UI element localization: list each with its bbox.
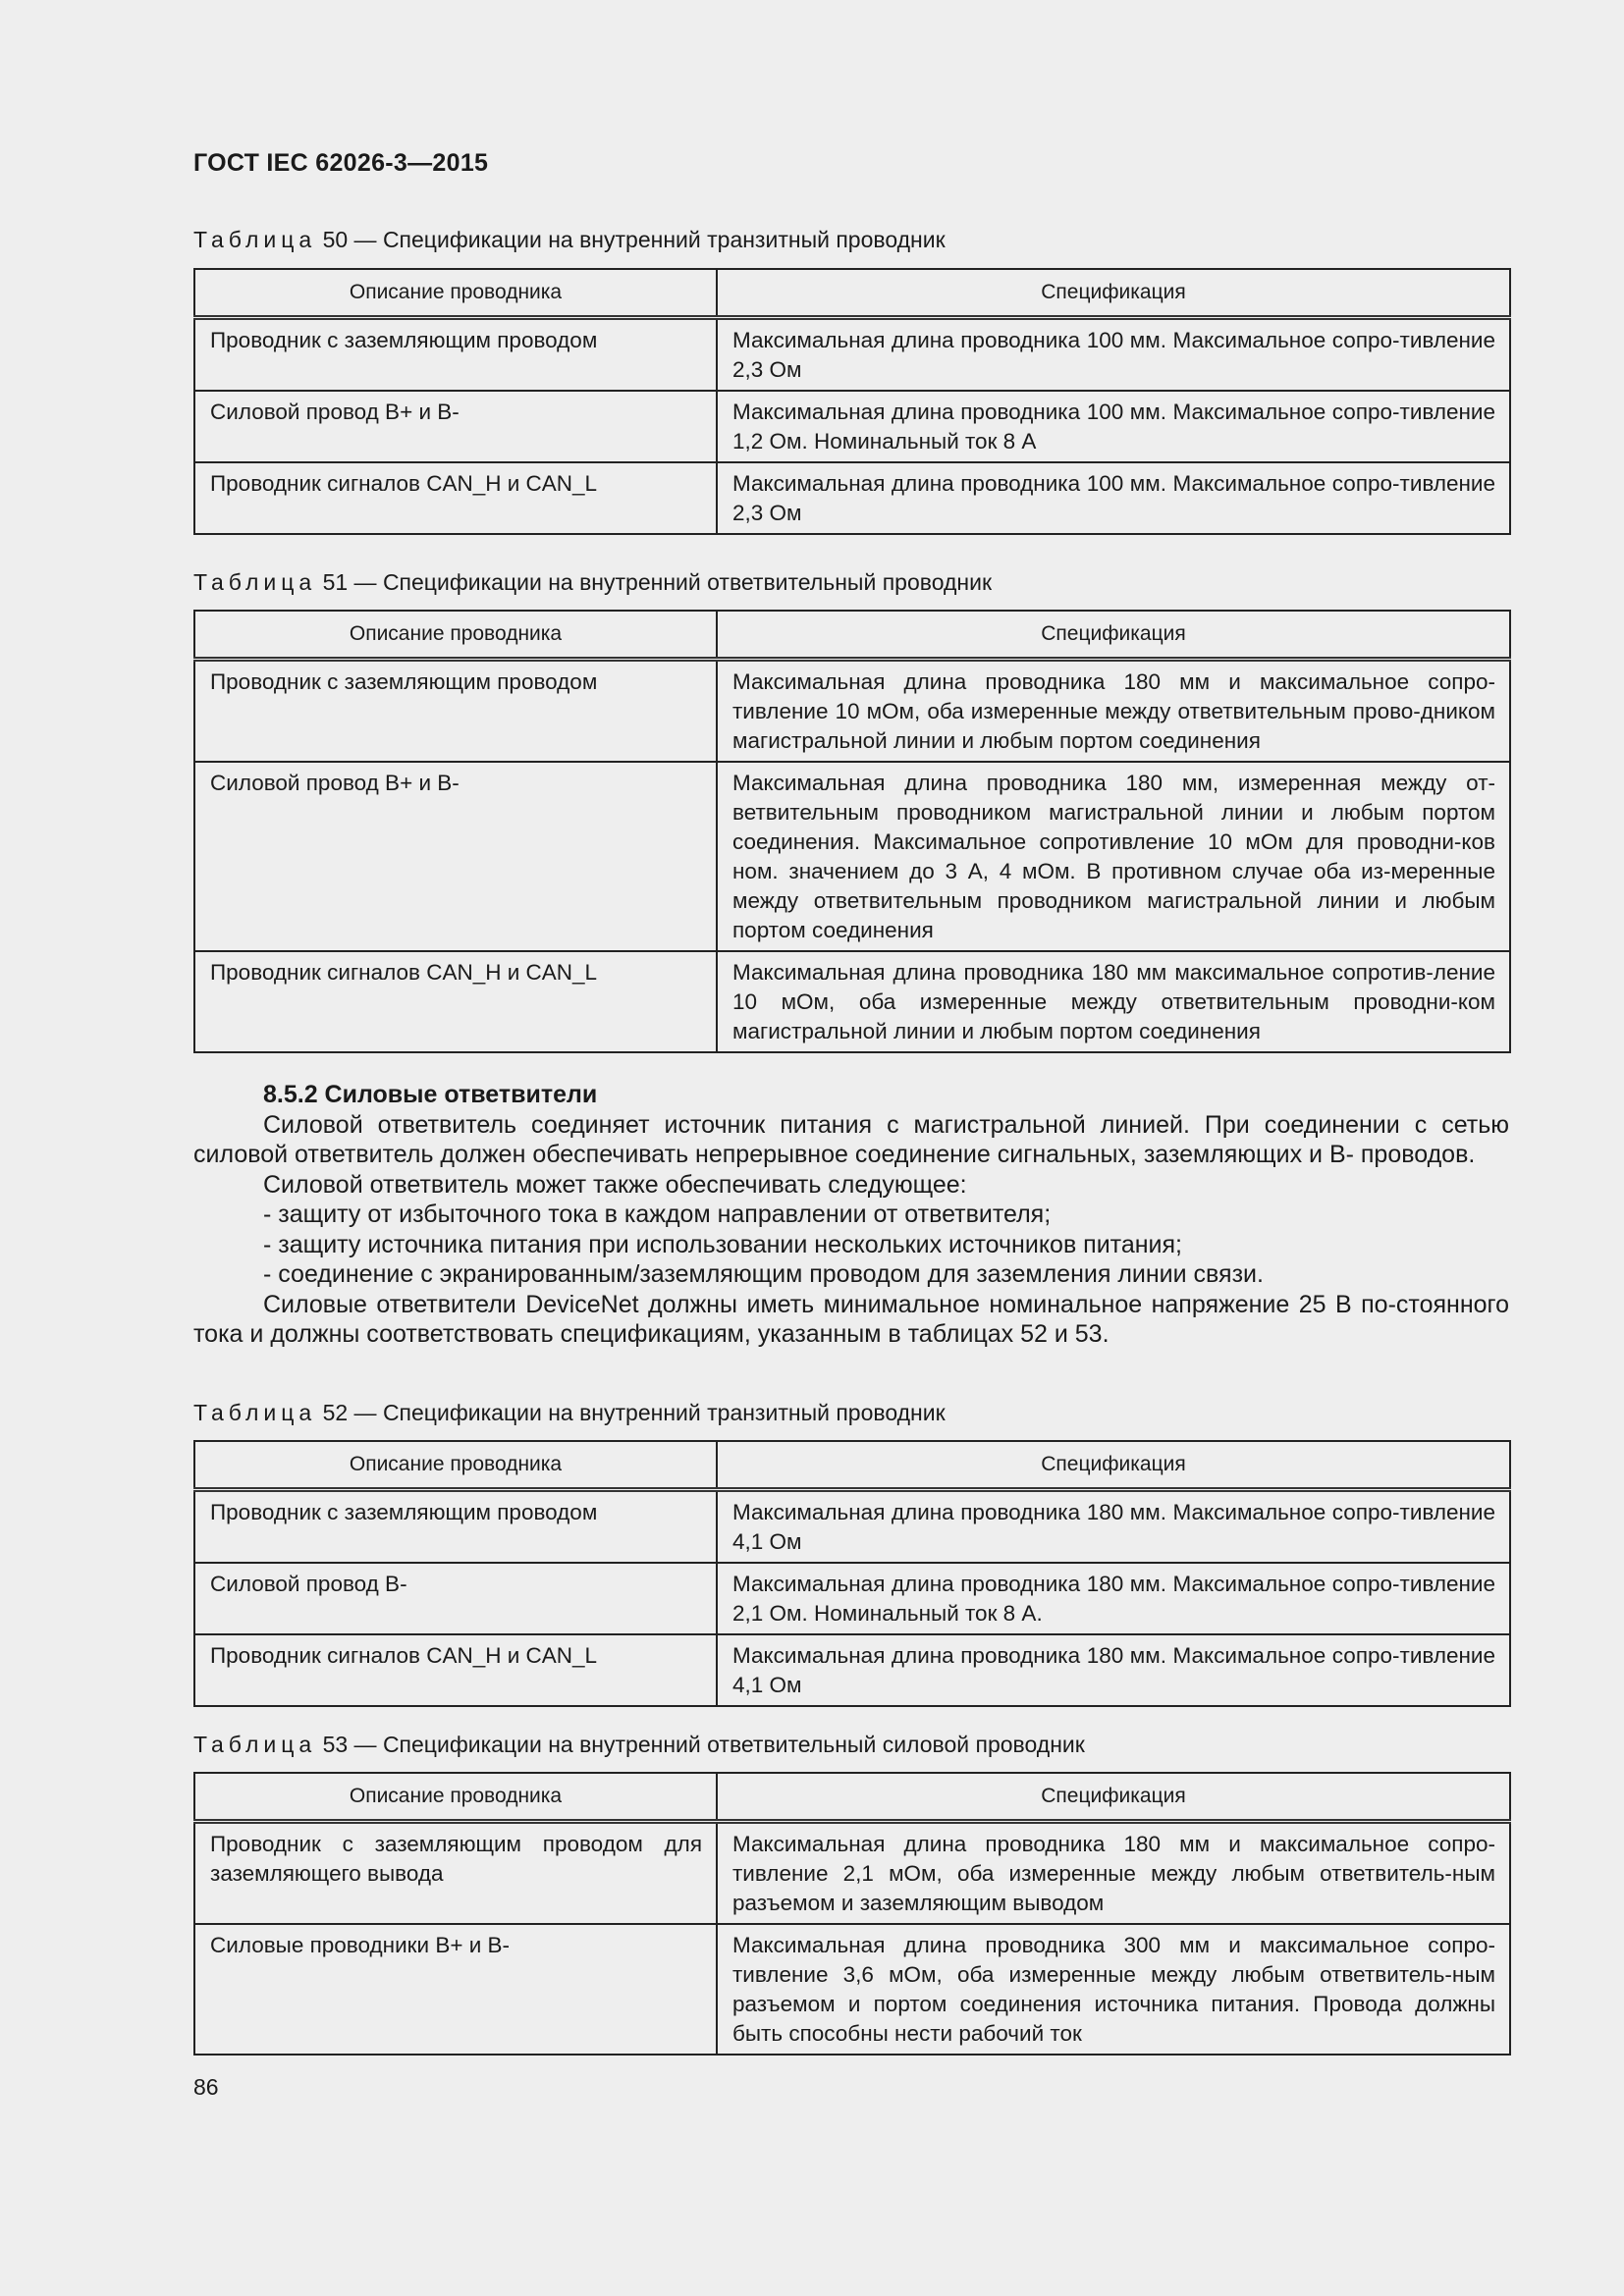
- row-description: Силовые проводники B+ и B-: [194, 1924, 717, 2055]
- table-50: [193, 268, 1511, 535]
- table-row: [194, 462, 1510, 534]
- table-row: [194, 1924, 1510, 2055]
- row-description: Проводник сигналов CAN_H и CAN_L: [194, 462, 717, 534]
- row-specification: Максимальная длина проводника 180 мм и максимальное сопро-тивление 10 мОм, оба измеренные между ответвительным прово-дником магистральной линии и любым портом соединения: [717, 660, 1510, 763]
- table-row: [194, 951, 1510, 1052]
- table-51: [193, 610, 1511, 1053]
- row-description: Силовой провод B+ и B-: [194, 391, 717, 462]
- table-51-caption: Таблица 51 — Спецификации на внутренний ответвительный проводник: [193, 569, 993, 595]
- row-specification: Максимальная длина проводника 180 мм. Максимальное сопро-тивление 4,1 Ом: [717, 1634, 1510, 1706]
- column-header-specification: Спецификация: [717, 269, 1510, 318]
- list-item: - защиту от избыточного тока в каждом направлении от ответвителя;: [263, 1201, 1052, 1228]
- list-item: - защиту источника питания при использовании нескольких источников питания;: [263, 1230, 1182, 1258]
- table-row: [194, 1634, 1510, 1706]
- table-row: [194, 660, 1510, 763]
- table-header-row: [194, 611, 1510, 660]
- table-53: [193, 1772, 1511, 2056]
- section-8-5-2: [193, 1080, 1509, 1350]
- column-header-description: Описание проводника: [194, 1773, 717, 1822]
- row-specification: Максимальная длина проводника 100 мм. Максимальное сопро-тивление 2,3 Ом: [717, 462, 1510, 534]
- table-row: [194, 1822, 1510, 1925]
- row-description: Силовой провод B-: [194, 1563, 717, 1634]
- table-row: [194, 1563, 1510, 1634]
- row-specification: Максимальная длина проводника 100 мм. Максимальное сопро-тивление 2,3 Ом: [717, 318, 1510, 392]
- table-header-row: [194, 1441, 1510, 1490]
- row-specification: Максимальная длина проводника 180 мм максимальное сопротив-ление 10 мОм, оба измеренные между ответвительным проводни-ком магистральной линии и любым портом соединения: [717, 951, 1510, 1052]
- row-description: Проводник с заземляющим проводом: [194, 318, 717, 392]
- column-header-description: Описание проводника: [194, 269, 717, 318]
- row-specification: Максимальная длина проводника 180 мм. Максимальное сопро-тивление 4,1 Ом: [717, 1490, 1510, 1564]
- table-row: [194, 762, 1510, 951]
- row-specification: Максимальная длина проводника 180 мм, измеренная между от-ветвительным проводником магистральной линии и любым портом соединения. Максимальное сопротивление 10 мОм для проводни-ков ном. значением до 3 А, 4 мОм. В противном случае оба из-меренные между ответвительным проводником магистральной линии и любым портом соединения: [717, 762, 1510, 951]
- page-number: 86: [193, 2074, 219, 2100]
- row-description: Силовой провод B+ и B-: [194, 762, 717, 951]
- row-specification: Максимальная длина проводника 100 мм. Максимальное сопро-тивление 1,2 Ом. Номинальный ток 8 А: [717, 391, 1510, 462]
- table-50-caption: Таблица 50 — Спецификации на внутренний транзитный проводник: [193, 227, 946, 252]
- paragraph: Силовые ответвители DeviceNet должны иметь минимальное номинальное напряжение 25 В по-стоянного тока и должны соответствовать спецификациям, указанным в таблицах 52 и 53.: [193, 1290, 1509, 1348]
- table-52: [193, 1440, 1511, 1707]
- table-row: [194, 318, 1510, 392]
- row-description: Проводник с заземляющим проводом: [194, 660, 717, 763]
- column-header-description: Описание проводника: [194, 611, 717, 660]
- document-header: ГОСТ IEC 62026-3—2015: [193, 149, 489, 177]
- table-header-row: [194, 1773, 1510, 1822]
- row-description: Проводник с заземляющим проводом для заземляющего вывода: [194, 1822, 717, 1925]
- row-specification: Максимальная длина проводника 300 мм и максимальное сопро-тивление 3,6 мОм, оба измеренные между любым ответвитель-ным разъемом и портом соединения источника питания. Провода должны быть способны нести рабочий ток: [717, 1924, 1510, 2055]
- table-53-caption: Таблица 53 — Спецификации на внутренний ответвительный силовой проводник: [193, 1732, 1085, 1757]
- column-header-specification: Спецификация: [717, 1773, 1510, 1822]
- column-header-description: Описание проводника: [194, 1441, 717, 1490]
- paragraph: Силовой ответвитель соединяет источник питания с магистральной линией. При соединении с сетью силовой ответвитель должен обеспечивать непрерывное соединение сигнальных, заземляющих и B- проводов.: [193, 1110, 1509, 1168]
- row-description: Проводник с заземляющим проводом: [194, 1490, 717, 1564]
- row-specification: Максимальная длина проводника 180 мм и максимальное сопро-тивление 2,1 мОм, оба измеренные между любым ответвитель-ным разъемом и заземляющим выводом: [717, 1822, 1510, 1925]
- paragraph: Силовой ответвитель может также обеспечивать следующее:: [263, 1170, 967, 1199]
- column-header-specification: Спецификация: [717, 611, 1510, 660]
- table-row: [194, 1490, 1510, 1564]
- table-52-caption: Таблица 52 — Спецификации на внутренний транзитный проводник: [193, 1400, 946, 1425]
- table-row: [194, 391, 1510, 462]
- table-header-row: [194, 269, 1510, 318]
- section-heading: 8.5.2 Силовые ответвители: [263, 1081, 598, 1108]
- row-description: Проводник сигналов CAN_H и CAN_L: [194, 951, 717, 1052]
- list-item: - соединение с экранированным/заземляющим проводом для заземления линии связи.: [263, 1260, 1264, 1288]
- column-header-specification: Спецификация: [717, 1441, 1510, 1490]
- row-specification: Максимальная длина проводника 180 мм. Максимальное сопро-тивление 2,1 Ом. Номинальный ток 8 А.: [717, 1563, 1510, 1634]
- row-description: Проводник сигналов CAN_H и CAN_L: [194, 1634, 717, 1706]
